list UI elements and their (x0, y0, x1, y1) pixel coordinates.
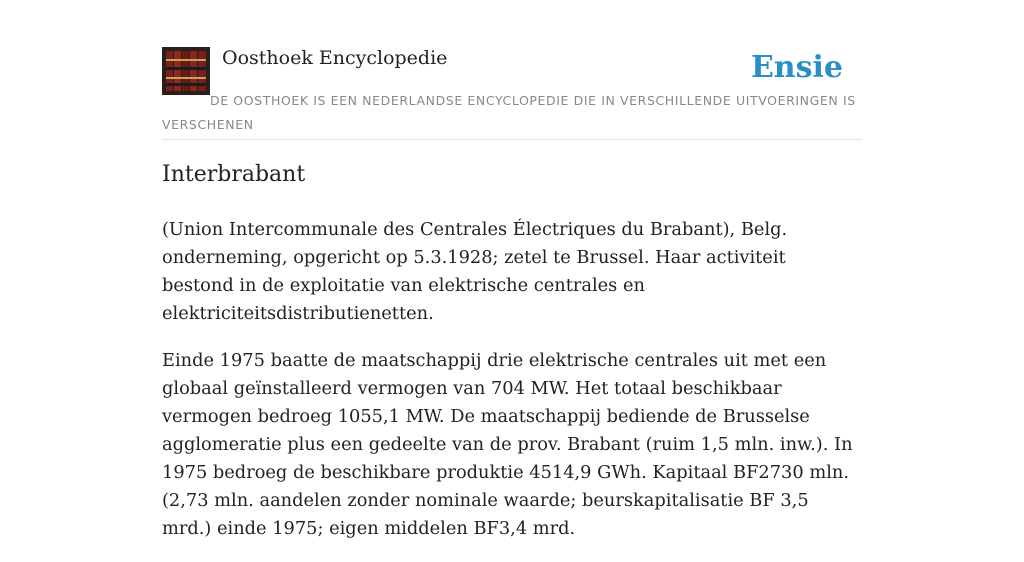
encyclopedia-books-avatar[interactable] (162, 47, 210, 95)
books-icon (162, 47, 210, 95)
site-name[interactable]: Oosthoek Encyclopedie (222, 47, 448, 69)
entry-title: Interbrabant (162, 162, 306, 187)
entry-body (162, 216, 862, 562)
entry-paragraph: (Union Intercommunale des Centrales Électriques du Brabant), Belg. onderneming, opgericht op 5.3.1928; zetel te Brussel. Haar activiteit bestond in de exploitatie van elektrische centrales en elektriciteitsdistributienetten. (162, 219, 788, 324)
site-tagline: DE OOSTHOEK IS EEN NEDERLANDSE ENCYCLOPEDIE DIE IN VERSCHILLENDE UITVOERINGEN IS VERSCHENEN (162, 93, 856, 132)
site-header (162, 44, 862, 140)
ensie-logo-link[interactable]: Ensie (750, 50, 843, 85)
entry-paragraph: Einde 1975 baatte de maatschappij drie elektrische centrales uit met een globaal geïnstalleerd vermogen van 704 MW. Het totaal beschikbaar vermogen bedroeg 1055,1 MW. De maatschappij bediende de Brusselse agglomeratie plus een gedeelte van de prov. Brabant (ruim 1,5 mln. inw.). In 1975 bedroeg de beschikbare produktie 4514,9 GWh. Kapitaal BF2730 mln. (2,73 mln. aandelen zonder nominale waarde; beurskapitalisatie BF 3,5 mrd.) einde 1975; eigen middelen BF3,4 mrd. (162, 350, 853, 539)
